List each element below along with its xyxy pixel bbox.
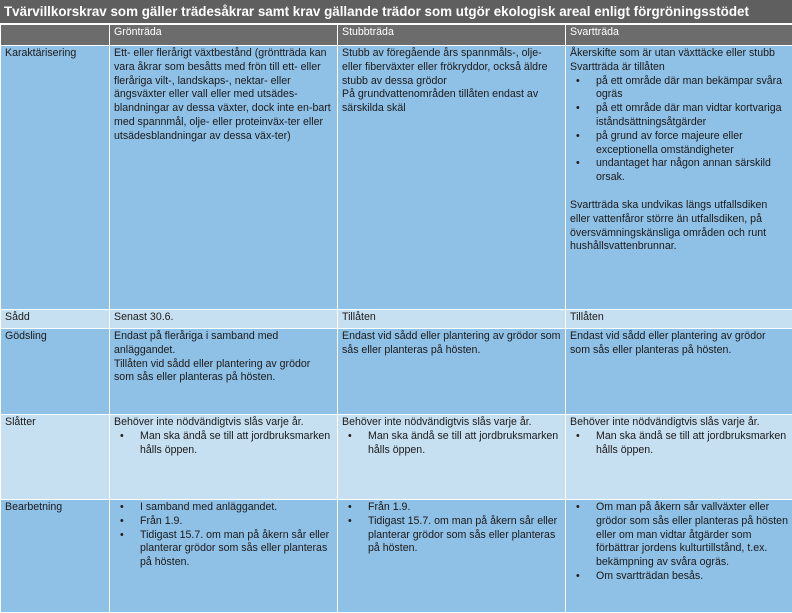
cell-stubb (338, 46, 566, 310)
header-stubbträda: Stubbträda (338, 25, 566, 46)
bullet-list (114, 501, 333, 570)
cell-svart: Tillåten (566, 310, 792, 329)
row-label: Gödsling (1, 329, 110, 415)
bullet-list (114, 430, 333, 458)
row-godsling (1, 329, 792, 415)
header-row (1, 25, 792, 46)
cell-stubb (338, 500, 566, 613)
list-item: • Om svartträdan besås. (570, 570, 788, 584)
cell-gron (110, 46, 338, 310)
cell-text: Behöver inte nödvändigtvis slås varje år. (114, 416, 333, 430)
cell-text: På grundvattenområden tillåten endast av särskilda skäl (342, 88, 561, 116)
row-label: Bearbetning (1, 500, 110, 613)
cell-stubb: Tillåten (338, 310, 566, 329)
list-item: • på grund av force majeure eller exceptionella omständigheter (570, 130, 788, 158)
row-label: Slåtter (1, 415, 110, 500)
cell-svart (566, 500, 792, 613)
list-item: • på ett område där man bekämpar svåra ogräs (570, 75, 788, 103)
list-item: • på ett område där man vidtar kortvariga iståndsättningsåtgärder (570, 102, 788, 130)
bullet-list (570, 501, 788, 584)
cell-text: Svartträda är tillåten (570, 61, 788, 75)
cell-text: Endast på fleråriga i samband med anläggandet. (114, 330, 333, 358)
cell-text: Behöver inte nödvändigtvis slås varje år. (570, 416, 788, 430)
list-item: • Tidigast 15.7. om man på åkern sår eller planterar grödor som sås eller planteras på hösten. (342, 515, 561, 556)
cell-text: Ett- eller flerårigt växtbestånd (gröntträda kan vara åkrar som besåtts med frön till ett- eller fleråriga vilt-, landskaps-, nektar- eller ängsväxter eller vall eller med utsädes-blandningar av dessa växter, dock inte en-bart med spannmål, olje- eller proteinväx-ter eller utsädesblandningar av dessa väx-ter) (114, 47, 333, 144)
cell-stubb: Endast vid sådd eller plantering av grödor som sås eller planteras på hösten. (338, 329, 566, 415)
list-item: • undantaget har någon annan särskild orsak. (570, 157, 788, 185)
row-karakterisering (1, 46, 792, 310)
cell-text: Svartträda ska undvikas längs utfallsdiken eller vattenfåror större än utfallsdiken, på översvämningskänsliga områden och runt hushållsvattenbrunnar. (570, 199, 788, 254)
cell-gron (110, 500, 338, 613)
header-empty (1, 25, 110, 46)
list-item: • Tidigast 15.7. om man på åkern sår eller planterar grödor som sås eller planteras på hösten. (114, 529, 333, 570)
row-label: Sådd (1, 310, 110, 329)
bullet-list (342, 501, 561, 556)
list-item: • Man ska ändå se till att jordbruksmarken hålls öppen. (114, 430, 333, 458)
cell-text: Tillåten vid sådd eller plantering av grödor som sås eller planteras på hösten. (114, 358, 333, 386)
cell-svart (566, 46, 792, 310)
list-item: • Man ska ändå se till att jordbruksmarken hålls öppen. (570, 430, 788, 458)
cell-gron (110, 415, 338, 500)
cell-stubb (338, 415, 566, 500)
list-item: • I samband med anläggandet. (114, 501, 333, 515)
cell-text: Åkerskifte som är utan växttäcke eller stubb (570, 47, 788, 61)
row-sadd (1, 310, 792, 329)
row-label: Karaktärisering (1, 46, 110, 310)
cell-text: Stubb av föregående års spannmåls-, olje- eller fiberväxter eller frökryddor, också äldre stubb av dessa grödor (342, 47, 561, 88)
cell-svart (566, 415, 792, 500)
header-svartträda: Svartträda (566, 25, 792, 46)
list-item: • Från 1.9. (342, 501, 561, 515)
row-bearbetning (1, 500, 792, 613)
list-item: • Man ska ändå se till att jordbruksmarken hålls öppen. (342, 430, 561, 458)
list-item: • Om man på åkern sår vallväxter eller grödor som sås eller planteras på hösten eller om man vidtar åtgärder som förbättrar jordens kulturtillstånd, t.ex. bekämpning av svåra ogräs. (570, 501, 788, 570)
cell-svart: Endast vid sådd eller plantering av grödor som sås eller planteras på hösten. (566, 329, 792, 415)
bullet-list (342, 430, 561, 458)
bullet-list (570, 75, 788, 185)
requirements-table (0, 24, 792, 613)
header-gronträda: Grönträda (110, 25, 338, 46)
cell-gron: Senast 30.6. (110, 310, 338, 329)
bullet-list (570, 430, 788, 458)
cell-text: Behöver inte nödvändigtvis slås varje år. (342, 416, 561, 430)
page-title: Tvärvillkorskrav som gäller trädesåkrar samt krav gällande trädor som utgör ekologisk areal enligt förgröningsstödet (0, 0, 792, 23)
list-item: • Från 1.9. (114, 515, 333, 529)
cell-gron (110, 329, 338, 415)
row-slatter (1, 415, 792, 500)
